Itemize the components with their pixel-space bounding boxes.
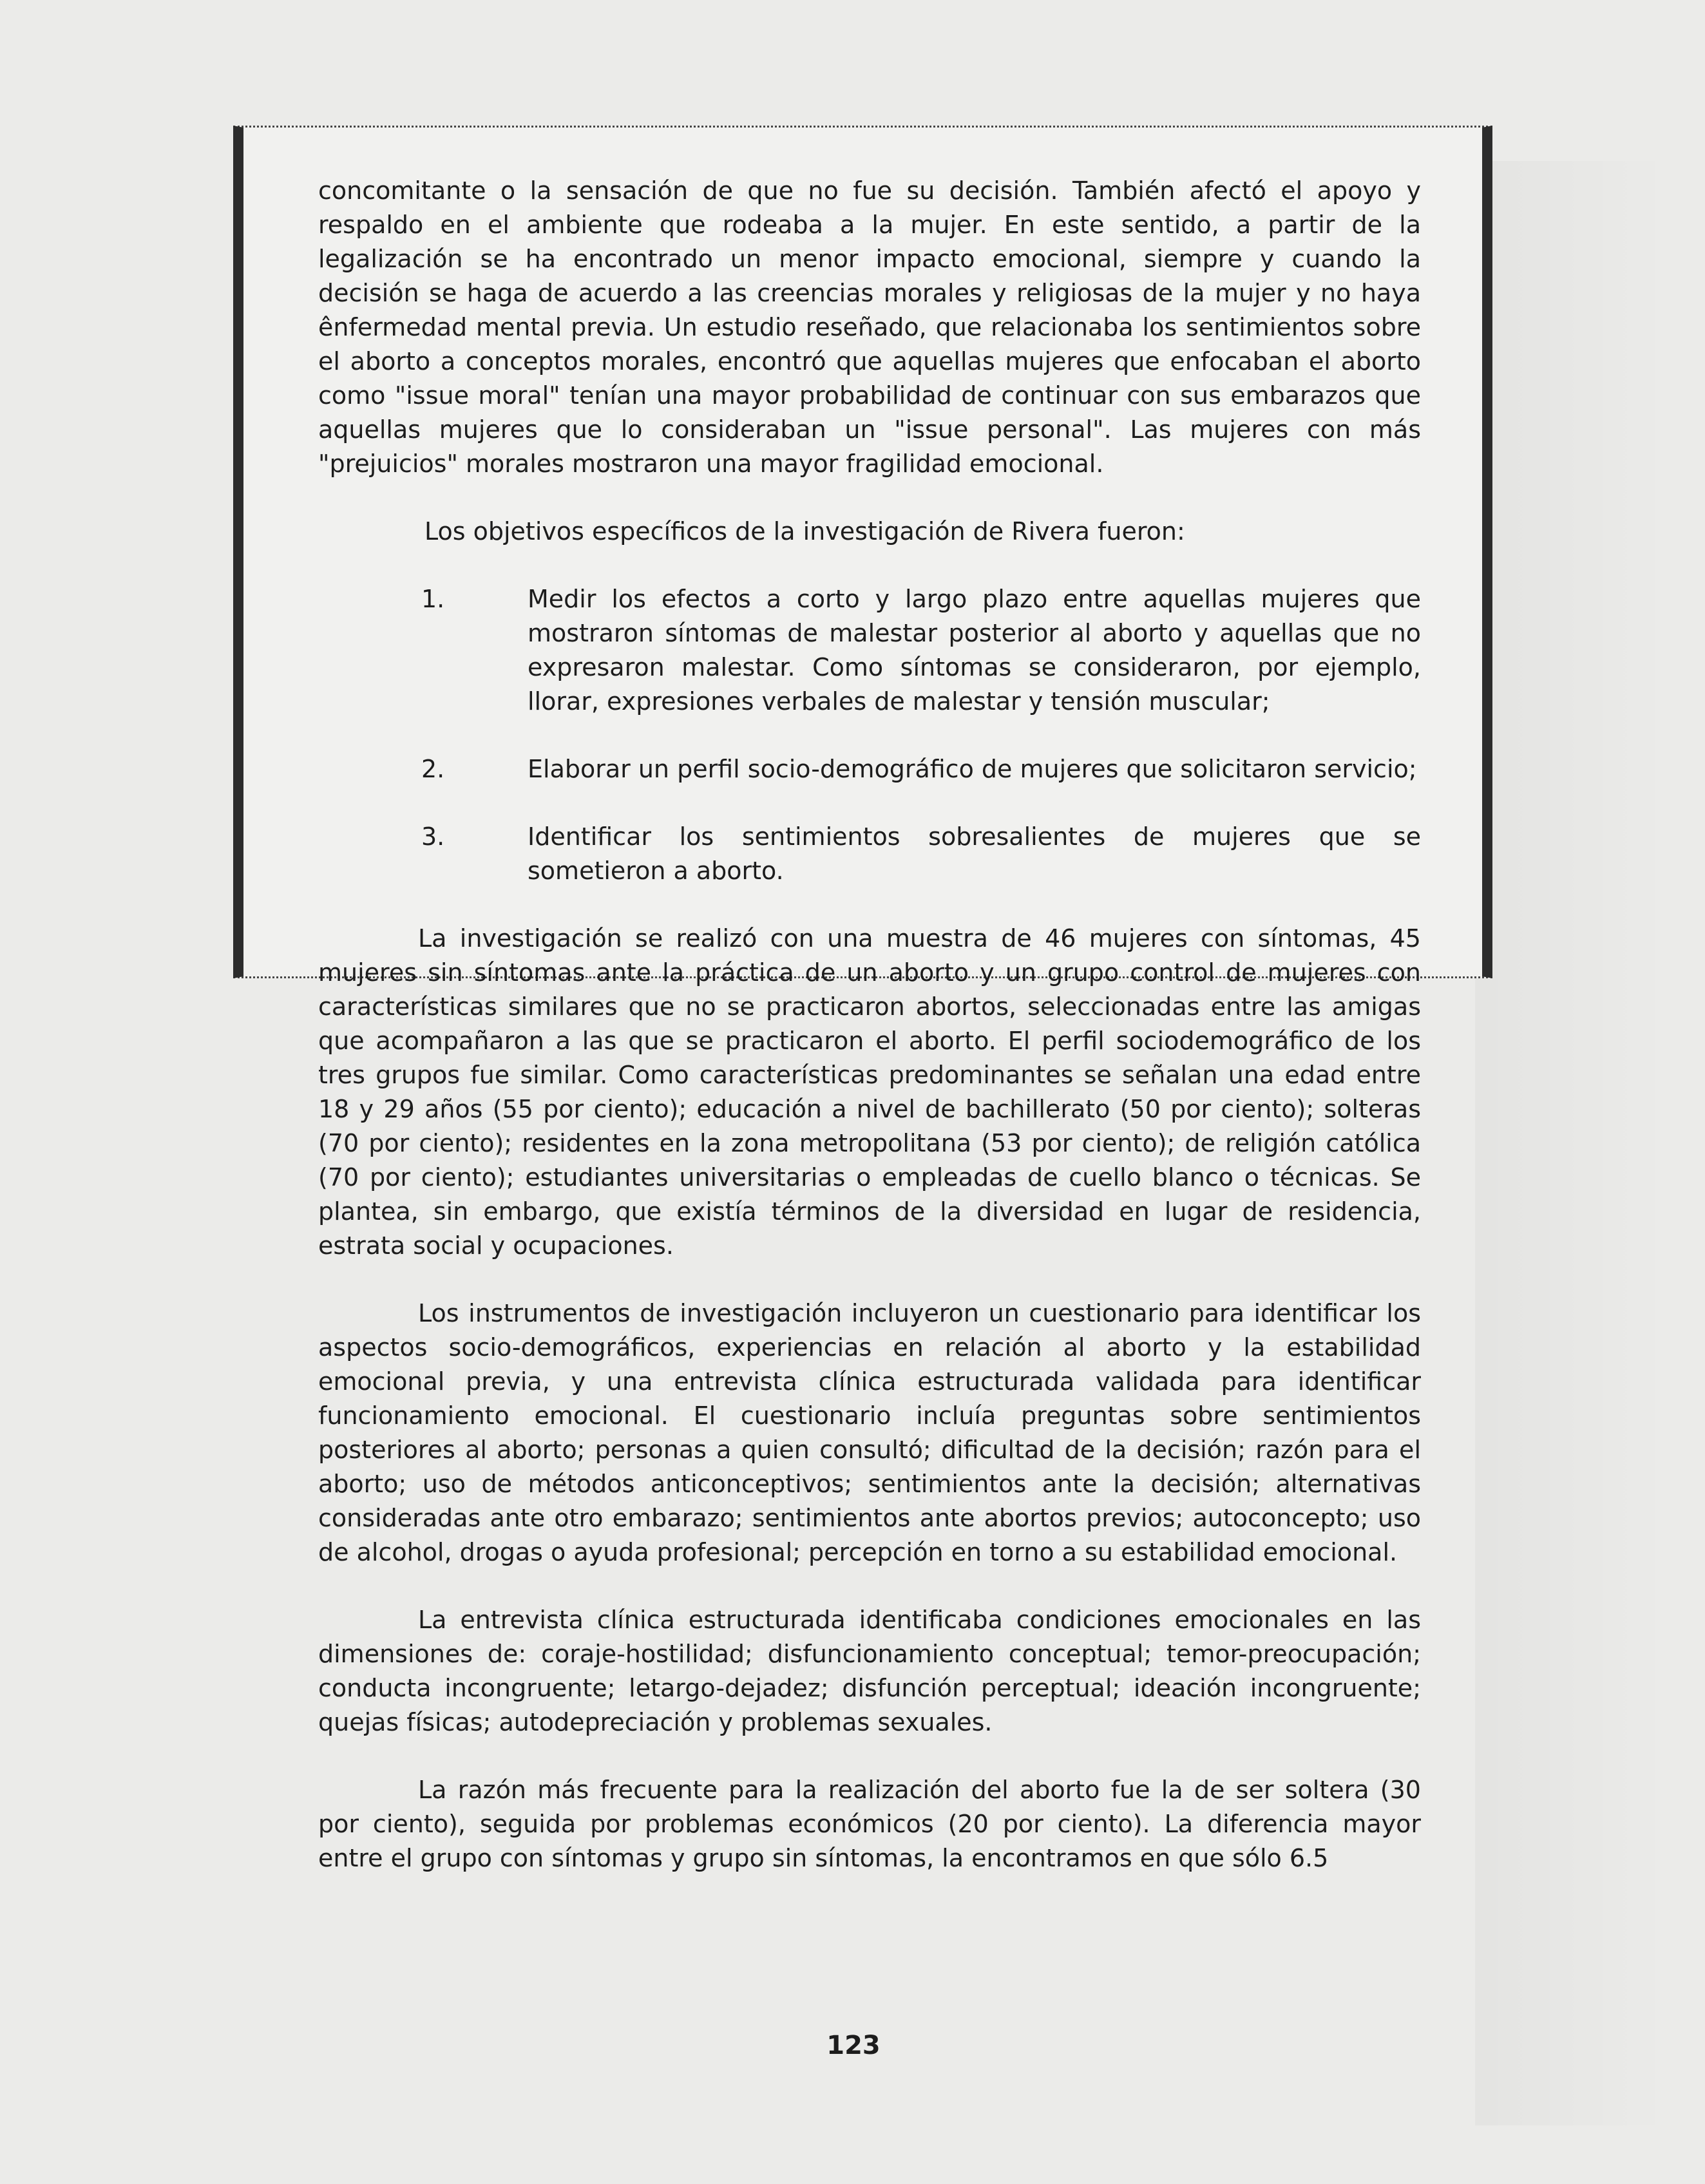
list-item-text: Elaborar un perfil socio-demográfico de mujeres que solicitaron servicio; [528,755,1417,783]
objectives-list [318,582,1421,888]
objectives-intro: Los objetivos específicos de la investigación de Rivera fueron: [424,517,1185,546]
list-item-number: 3. [421,822,445,851]
list-item-number: 1. [421,585,445,613]
paragraph-2: La investigación se realizó con una muestra de 46 mujeres con síntomas, 45 mujeres sin síntomas ante la práctica de un aborto y un grupo control de mujeres con características similares que no se practicaron abortos, seleccionadas entre las amigas que acompañaron a las que se practicaron el aborto. El perfil sociodemográfico de los tres grupos fue similar. Como características predominantes se señalan una edad entre 18 y 29 años (55 por ciento); educación a nivel de bachillerato (50 por ciento); solteras (70 por ciento); residentes en la zona metropolitana (53 por ciento); de religión católica (70 por ciento); estudiantes universitarias o empleadas de cuello blanco o técnicas. Se plantea, sin embargo, que existía términos de la diversidad en lugar de residencia, estrata social y ocupaciones. [318,924,1421,1260]
paragraph-5: La razón más frecuente para la realización del aborto fue la de ser soltera (30 por ciento), seguida por problemas económicos (20 por ciento). La diferencia mayor entre el grupo con síntomas y grupo sin síntomas, la encontramos en que sólo 6.5 [318,1776,1421,1872]
list-item [318,820,1421,888]
list-item-text: Medir los efectos a corto y largo plazo entre aquellas mujeres que mostraron síntomas de malestar posterior al aborto y aquellas que no expresaron malestar. Como síntomas se consideraron, por ejemplo, llorar, expresiones verbales de malestar y tensión muscular; [528,585,1421,716]
paragraph-3: Los instrumentos de investigación incluyeron un cuestionario para identificar los aspectos socio-demográficos, experiencias en relación al aborto y la estabilidad emocional previa, y una entrevista clínica estructurada validada para identificar funcionamiento emocional. El cuestionario incluía preguntas sobre sentimientos posteriores al aborto; personas a quien consultó; dificultad de la decisión; razón para el aborto; uso de métodos anticonceptivos; sentimientos ante la decisión; alternativas consideradas ante otro embarazo; sentimientos ante abortos previos; autoconcepto; uso de alcohol, drogas o ayuda profesional; percepción en torno a su estabilidad emocional. [318,1299,1421,1566]
page-body [318,174,1421,1875]
list-item-text: Identificar los sentimientos sobresalientes de mujeres que se sometieron a aborto. [528,822,1421,885]
list-item [318,752,1421,786]
bleed-through-shadow [1475,161,1668,2125]
paragraph-1: concomitante o la sensación de que no fue su decisión. También afectó el apoyo y respaldo en el ambiente que rodeaba a la mujer. En este sentido, a partir de la legalización se ha encontrado un menor impacto emocional, siempre y cuando la decisión se haga de acuerdo a las creencias morales y religiosas de la mujer y no haya ênfermedad mental previa. Un estudio reseñado, que relacionaba los sentimientos sobre el aborto a conceptos morales, encontró que aquellas mujeres que enfocaban el aborto como "issue moral" tenían una mayor probabilidad de continuar con sus embarazos que aquellas mujeres que lo consideraban un "issue personal". Las mujeres con más "prejuicios" morales mostraron una mayor fragilidad emocional. [318,176,1421,478]
list-item-number: 2. [421,755,445,783]
list-item [318,582,1421,719]
page-number: 123 [826,2031,881,2060]
paragraph-4: La entrevista clínica estructurada identificaba condiciones emocionales en las dimensiones de: coraje-hostilidad; disfuncionamiento conceptual; temor-preocupación; conducta incongruente; letargo-dejadez; disfunción perceptual; ideación incongruente; quejas físicas; autodepreciación y problemas sexuales. [318,1606,1421,1736]
